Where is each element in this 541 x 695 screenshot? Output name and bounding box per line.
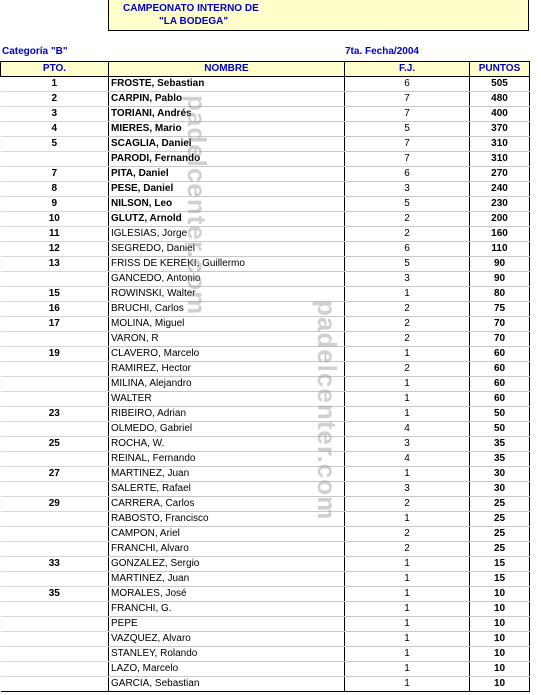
cell-puntos: 10 — [470, 677, 530, 692]
table-row — [1, 287, 530, 302]
table-row — [1, 212, 530, 227]
cell-puntos: 480 — [470, 92, 530, 107]
cell-fj: 4 — [345, 422, 470, 437]
cell-pto — [1, 377, 109, 392]
table-row — [1, 527, 530, 542]
table-row — [1, 452, 530, 467]
cell-nombre: STANLEY, Rolando — [109, 647, 345, 662]
cell-fj: 1 — [345, 392, 470, 407]
cell-puntos: 35 — [470, 452, 530, 467]
cell-nombre: TORIANI, Andrés — [109, 107, 345, 122]
cell-nombre: GLUTZ, Arnold — [109, 212, 345, 227]
cell-puntos: 35 — [470, 437, 530, 452]
header-nombre: NOMBRE — [109, 62, 345, 77]
cell-fj: 2 — [345, 332, 470, 347]
cell-fj: 3 — [345, 482, 470, 497]
table-row — [1, 677, 530, 692]
cell-pto: 27 — [1, 467, 109, 482]
cell-nombre: ROCHA, W. — [109, 437, 345, 452]
table-row — [1, 572, 530, 587]
cell-fj: 5 — [345, 257, 470, 272]
cell-puntos: 310 — [470, 152, 530, 167]
cell-fj: 7 — [345, 92, 470, 107]
cell-puntos: 200 — [470, 212, 530, 227]
cell-nombre: PITA, Daniel — [109, 167, 345, 182]
cell-fj: 1 — [345, 647, 470, 662]
cell-fj: 1 — [345, 407, 470, 422]
cell-puntos: 50 — [470, 407, 530, 422]
cell-puntos: 110 — [470, 242, 530, 257]
cell-fj: 1 — [345, 572, 470, 587]
cell-pto: 25 — [1, 437, 109, 452]
cell-puntos: 10 — [470, 632, 530, 647]
table-row — [1, 467, 530, 482]
cell-pto: 2 — [1, 92, 109, 107]
cell-pto: 16 — [1, 302, 109, 317]
table-row — [1, 92, 530, 107]
table-row — [1, 227, 530, 242]
cell-fj: 2 — [345, 227, 470, 242]
table-row — [1, 392, 530, 407]
cell-nombre: VAZQUEZ, Alvaro — [109, 632, 345, 647]
cell-nombre: PESE, Daniel — [109, 182, 345, 197]
cell-nombre: SEGREDO, Daniel — [109, 242, 345, 257]
cell-puntos: 15 — [470, 572, 530, 587]
cell-fj: 1 — [345, 632, 470, 647]
cell-nombre: CLAVERO, Marcelo — [109, 347, 345, 362]
cell-pto: 10 — [1, 212, 109, 227]
table-row — [1, 332, 530, 347]
table-row — [1, 302, 530, 317]
cell-nombre: IGLESIAS, Jorge — [109, 227, 345, 242]
cell-puntos: 310 — [470, 137, 530, 152]
cell-nombre: FRANCHI, Alvaro — [109, 542, 345, 557]
cell-fj: 1 — [345, 347, 470, 362]
table-row — [1, 182, 530, 197]
ranking-table — [0, 61, 530, 692]
cell-fj: 1 — [345, 602, 470, 617]
cell-pto: 7 — [1, 167, 109, 182]
cell-puntos: 160 — [470, 227, 530, 242]
cell-pto: 29 — [1, 497, 109, 512]
cell-pto — [1, 332, 109, 347]
cell-pto — [1, 542, 109, 557]
cell-puntos: 270 — [470, 167, 530, 182]
cell-pto: 11 — [1, 227, 109, 242]
cell-fj: 3 — [345, 182, 470, 197]
cell-fj: 6 — [345, 242, 470, 257]
cell-nombre: REINAL, Fernando — [109, 452, 345, 467]
cell-pto: 8 — [1, 182, 109, 197]
cell-pto — [1, 572, 109, 587]
cell-fj: 6 — [345, 167, 470, 182]
cell-nombre: RABOSTO, Francisco — [109, 512, 345, 527]
cell-puntos: 50 — [470, 422, 530, 437]
cell-fj: 2 — [345, 317, 470, 332]
watermark-left: padelcenter.com — [182, 95, 212, 316]
cell-pto — [1, 647, 109, 662]
cell-fj: 1 — [345, 467, 470, 482]
cell-pto: 23 — [1, 407, 109, 422]
cell-puntos: 240 — [470, 182, 530, 197]
cell-fj: 2 — [345, 362, 470, 377]
cell-pto — [1, 512, 109, 527]
cell-fj: 1 — [345, 557, 470, 572]
table-row — [1, 422, 530, 437]
cell-nombre: CARRERA, Carlos — [109, 497, 345, 512]
table-row — [1, 197, 530, 212]
cell-nombre: MORALES, José — [109, 587, 345, 602]
cell-fj: 6 — [345, 77, 470, 92]
cell-nombre: OLMEDO, Gabriel — [109, 422, 345, 437]
cell-fj: 2 — [345, 527, 470, 542]
cell-pto — [1, 617, 109, 632]
table-row — [1, 587, 530, 602]
header-puntos: PUNTOS — [470, 62, 530, 77]
cell-nombre: MARTINEZ, Juan — [109, 467, 345, 482]
cell-puntos: 75 — [470, 302, 530, 317]
cell-nombre: ROWINSKI, Walter — [109, 287, 345, 302]
table-row — [1, 77, 530, 92]
table-row — [1, 107, 530, 122]
cell-nombre: CARPIN, Pablo — [109, 92, 345, 107]
table-row — [1, 122, 530, 137]
header-fj: F.J. — [345, 62, 470, 77]
table-row — [1, 317, 530, 332]
cell-nombre: FRISS DE KEREKI, Guillermo — [109, 257, 345, 272]
cell-pto: 15 — [1, 287, 109, 302]
cell-pto — [1, 422, 109, 437]
cell-puntos: 70 — [470, 332, 530, 347]
table-row — [1, 347, 530, 362]
cell-pto — [1, 482, 109, 497]
cell-puntos: 70 — [470, 317, 530, 332]
cell-pto: 5 — [1, 137, 109, 152]
cell-fj: 3 — [345, 272, 470, 287]
cell-fj: 4 — [345, 452, 470, 467]
cell-puntos: 400 — [470, 107, 530, 122]
header-pto: PTO. — [1, 62, 109, 77]
cell-puntos: 10 — [470, 617, 530, 632]
cell-nombre: FROSTE, Sebastian — [109, 77, 345, 92]
cell-puntos: 10 — [470, 587, 530, 602]
meta-row — [0, 45, 541, 59]
cell-pto — [1, 677, 109, 692]
cell-fj: 1 — [345, 587, 470, 602]
cell-puntos: 10 — [470, 602, 530, 617]
cell-nombre: GONZALEZ, Sergio — [109, 557, 345, 572]
cell-puntos: 25 — [470, 497, 530, 512]
table-row — [1, 482, 530, 497]
cell-nombre: MOLINA, Miguel — [109, 317, 345, 332]
cell-puntos: 230 — [470, 197, 530, 212]
cell-fj: 1 — [345, 617, 470, 632]
cell-fj: 7 — [345, 152, 470, 167]
cell-pto: 12 — [1, 242, 109, 257]
cell-nombre: LAZO, Marcelo — [109, 662, 345, 677]
cell-pto: 17 — [1, 317, 109, 332]
cell-fj: 1 — [345, 287, 470, 302]
cell-nombre: MIERES, Mario — [109, 122, 345, 137]
cell-puntos: 25 — [470, 542, 530, 557]
cell-puntos: 10 — [470, 647, 530, 662]
cell-nombre: WALTER — [109, 392, 345, 407]
cell-fj: 1 — [345, 677, 470, 692]
cell-pto — [1, 602, 109, 617]
cell-pto — [1, 272, 109, 287]
cell-pto — [1, 152, 109, 167]
cell-pto: 9 — [1, 197, 109, 212]
table-header-row — [1, 62, 530, 77]
cell-pto: 33 — [1, 557, 109, 572]
table-row — [1, 152, 530, 167]
table-row — [1, 512, 530, 527]
table-row — [1, 662, 530, 677]
cell-nombre: RAMIREZ, Hector — [109, 362, 345, 377]
cell-puntos: 60 — [470, 362, 530, 377]
table-row — [1, 272, 530, 287]
cell-nombre: CAMPON, Ariel — [109, 527, 345, 542]
cell-puntos: 90 — [470, 257, 530, 272]
table-row — [1, 542, 530, 557]
cell-fj: 2 — [345, 302, 470, 317]
table-row — [1, 407, 530, 422]
table-row — [1, 497, 530, 512]
cell-pto: 3 — [1, 107, 109, 122]
cell-nombre: VARON, R — [109, 332, 345, 347]
cell-puntos: 30 — [470, 467, 530, 482]
cell-fj: 2 — [345, 212, 470, 227]
cell-puntos: 25 — [470, 527, 530, 542]
table-row — [1, 242, 530, 257]
fecha-label: 7ta. Fecha/2004 — [345, 46, 419, 57]
cell-nombre: MILINA, Alejandro — [109, 377, 345, 392]
cell-puntos: 15 — [470, 557, 530, 572]
cell-puntos: 60 — [470, 392, 530, 407]
table-row — [1, 362, 530, 377]
cell-puntos: 30 — [470, 482, 530, 497]
cell-puntos: 370 — [470, 122, 530, 137]
cell-fj: 2 — [345, 542, 470, 557]
cell-fj: 5 — [345, 197, 470, 212]
table-row — [1, 602, 530, 617]
cell-nombre: NILSON, Leo — [109, 197, 345, 212]
cell-nombre: PEPE — [109, 617, 345, 632]
table-row — [1, 257, 530, 272]
table-row — [1, 632, 530, 647]
cell-pto — [1, 452, 109, 467]
cell-puntos: 505 — [470, 77, 530, 92]
cell-puntos: 60 — [470, 347, 530, 362]
table-row — [1, 617, 530, 632]
cell-pto: 1 — [1, 77, 109, 92]
table-row — [1, 557, 530, 572]
table-row — [1, 647, 530, 662]
table-row — [1, 167, 530, 182]
cell-pto: 35 — [1, 587, 109, 602]
cell-pto — [1, 632, 109, 647]
cell-puntos: 60 — [470, 377, 530, 392]
cell-fj: 2 — [345, 497, 470, 512]
cell-fj: 1 — [345, 377, 470, 392]
title-line-1: CAMPEONATO INTERNO DE — [123, 3, 259, 14]
table-row — [1, 377, 530, 392]
cell-puntos: 25 — [470, 512, 530, 527]
table-row — [1, 137, 530, 152]
table-body — [1, 77, 530, 692]
watermark-right: padelcenter.com — [312, 300, 342, 521]
cell-pto — [1, 392, 109, 407]
cell-nombre: BRUCHI, Carlos — [109, 302, 345, 317]
cell-puntos: 80 — [470, 287, 530, 302]
cell-fj: 3 — [345, 437, 470, 452]
table-row — [1, 437, 530, 452]
cell-nombre: GANCEDO, Antonio — [109, 272, 345, 287]
cell-puntos: 10 — [470, 662, 530, 677]
cell-fj: 5 — [345, 122, 470, 137]
cell-pto: 19 — [1, 347, 109, 362]
cell-pto: 13 — [1, 257, 109, 272]
cell-nombre: SCAGLIA, Daniel — [109, 137, 345, 152]
cell-nombre: SALERTE, Rafael — [109, 482, 345, 497]
cell-fj: 7 — [345, 107, 470, 122]
cell-nombre: FRANCHI, G. — [109, 602, 345, 617]
title-banner — [108, 0, 529, 31]
cell-pto — [1, 527, 109, 542]
cell-nombre: GARCIA, Sebastian — [109, 677, 345, 692]
cell-puntos: 90 — [470, 272, 530, 287]
cell-fj: 1 — [345, 662, 470, 677]
cell-fj: 1 — [345, 512, 470, 527]
cell-pto — [1, 662, 109, 677]
cell-fj: 7 — [345, 137, 470, 152]
cell-nombre: MARTINEZ, Juan — [109, 572, 345, 587]
category-label: Categoría "B" — [2, 46, 68, 57]
title-line-2: "LA BODEGA" — [159, 16, 229, 27]
cell-pto: 4 — [1, 122, 109, 137]
cell-nombre: RIBEIRO, Adrian — [109, 407, 345, 422]
cell-pto — [1, 362, 109, 377]
cell-nombre: PARODI, Fernando — [109, 152, 345, 167]
